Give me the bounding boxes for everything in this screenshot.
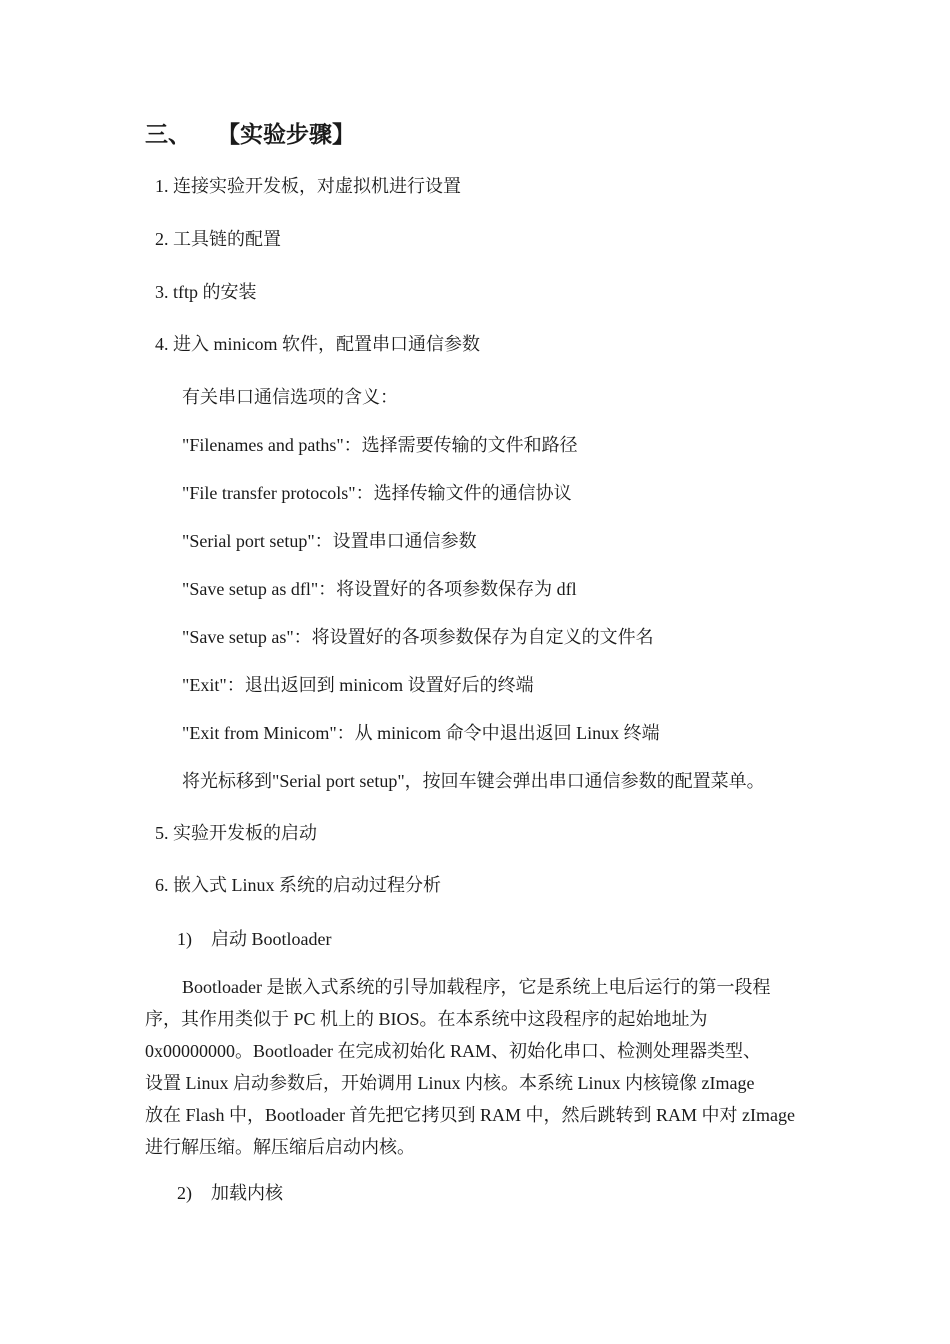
step-6: 6. 嵌入式 Linux 系统的启动过程分析 (155, 875, 441, 895)
step-3: 3. tftp 的安装 (155, 282, 257, 302)
serial-option-item: "Serial port setup"：设置串口通信参数 (182, 531, 477, 551)
paragraph-line: 放在 Flash 中，Bootloader 首先把它拷贝到 RAM 中，然后跳转到 RAM 中对 zImage (145, 1105, 795, 1125)
paragraph-line (145, 971, 807, 1003)
section-title: 【实验步骤】 (217, 122, 355, 148)
step-4: 4. 进入 minicom 软件，配置串口通信参数 (155, 334, 480, 354)
serial-option-item: "Filenames and paths"：选择需要传输的文件和路径 (182, 435, 578, 455)
serial-option-item: "Save setup as"：将设置好的各项参数保存为自定义的文件名 (182, 627, 654, 647)
section-number: 三、 (145, 122, 191, 148)
bootloader-paragraph (145, 971, 807, 1163)
serial-options-intro: 有关串口通信选项的含义： (182, 387, 398, 407)
substep-label: 启动 Bootloader (211, 929, 332, 949)
paragraph-line: 序，其作用类似于 PC 机上的 BIOS。在本系统中这段程序的起始地址为 (145, 1009, 708, 1029)
paragraph-line: 进行解压缩。解压缩后启动内核。 (145, 1137, 415, 1157)
substep-number: 1) (177, 929, 192, 949)
step-1: 1. 连接实验开发板，对虚拟机进行设置 (155, 176, 461, 196)
serial-option-item: "File transfer protocols"：选择传输文件的通信协议 (182, 483, 572, 503)
serial-options-note: 将光标移到"Serial port setup"，按回车键会弹出串口通信参数的配置菜单。 (182, 771, 765, 791)
substep-number: 2) (177, 1183, 192, 1203)
step-5: 5. 实验开发板的启动 (155, 823, 317, 843)
serial-option-item: "Save setup as dfl"：将设置好的各项参数保存为 dfl (182, 579, 577, 599)
paragraph-line: 0x00000000。Bootloader 在完成初始化 RAM、初始化串口、检测处理器类型、 (145, 1041, 761, 1061)
step-2: 2. 工具链的配置 (155, 229, 281, 249)
substep-2 (177, 1181, 283, 1205)
paragraph-line: 设置 Linux 启动参数后，开始调用 Linux 内核。本系统 Linux 内核镜像 zImage (145, 1073, 755, 1093)
serial-option-item: "Exit"：退出返回到 minicom 设置好后的终端 (182, 675, 534, 695)
paragraph-text: Bootloader 是嵌入式系统的引导加载程序，它是系统上电后运行的第一段程 (182, 977, 771, 997)
substep-label: 加载内核 (211, 1183, 283, 1203)
substep-1 (177, 927, 331, 951)
serial-option-item: "Exit from Minicom"：从 minicom 命令中退出返回 Linux 终端 (182, 723, 660, 743)
section-heading (145, 116, 355, 149)
